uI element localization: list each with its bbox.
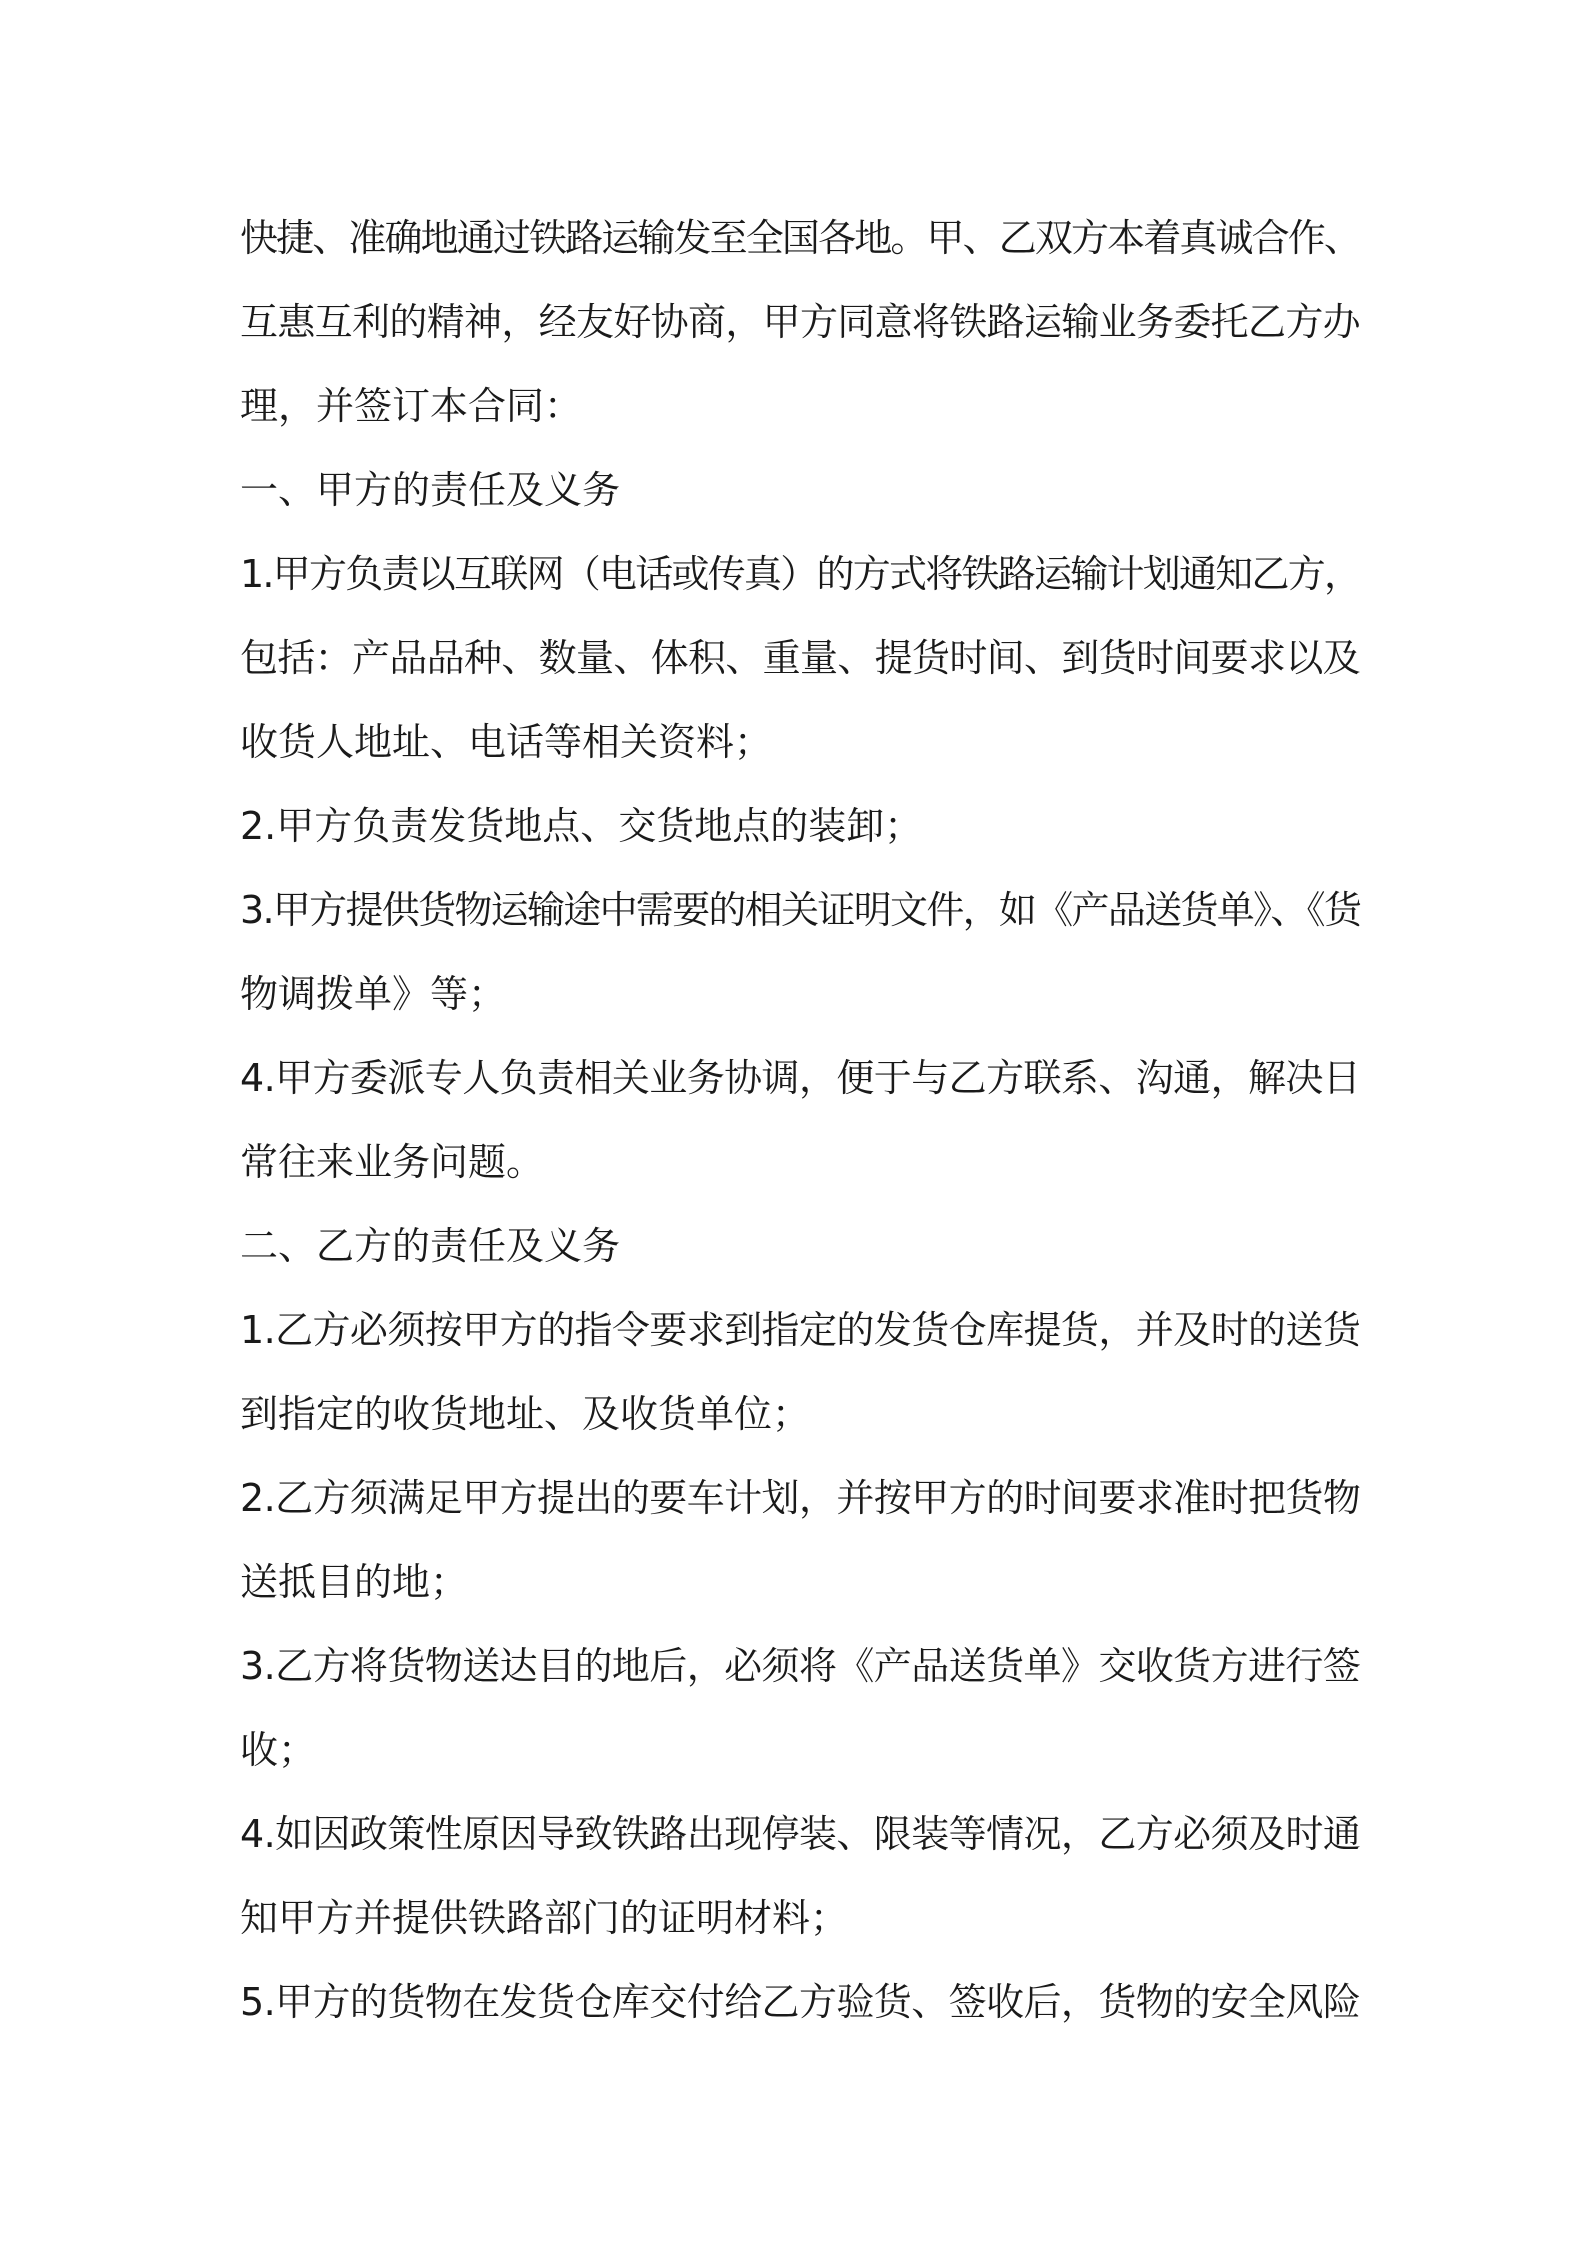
- text-line: 包括：产品品种、数量、体积、重量、提货时间、到货时间要求以及: [240, 636, 1361, 680]
- text-line: 知甲方并提供铁路部门的证明材料；: [240, 1896, 849, 1940]
- text-line: 到指定的收货地址、及收货单位；: [240, 1392, 811, 1436]
- text-line: 4.甲方委派专人负责相关业务协调，便于与乙方联系、沟通，解决日: [240, 1056, 1361, 1100]
- section-heading-party-b: 二、乙方的责任及义务: [240, 1224, 621, 1268]
- contract-body: [240, 196, 1360, 2044]
- text-line: 3.甲方提供货物运输途中需要的相关证明文件，如《产品送货单》、《货: [240, 888, 1361, 932]
- text-line: 互惠互利的精神，经友好协商，甲方同意将铁路运输业务委托乙方办: [240, 300, 1361, 344]
- text-line: 物调拨单》等；: [240, 972, 507, 1016]
- text-line: 快捷、准确地通过铁路运输发至全国各地。甲、乙双方本着真诚合作、: [240, 216, 1361, 260]
- text-line: 5.甲方的货物在发货仓库交付给乙方验货、签收后，货物的安全风险: [240, 1980, 1361, 2024]
- text-line: 送抵目的地；: [240, 1560, 469, 1604]
- text-line: 3.乙方将货物送达目的地后，必须将《产品送货单》交收货方进行签: [240, 1644, 1361, 1688]
- text-line: 1.甲方负责以互联网（电话或传真）的方式将铁路运输计划通知乙方，: [240, 552, 1361, 596]
- text-line: 收；: [240, 1728, 317, 1772]
- text-line: 4.如因政策性原因导致铁路出现停装、限装等情况，乙方必须及时通: [240, 1812, 1361, 1856]
- text-line: 常往来业务问题。: [240, 1140, 545, 1184]
- text-line: 1.乙方必须按甲方的指令要求到指定的发货仓库提货，并及时的送货: [240, 1308, 1361, 1352]
- text-line: 2.乙方须满足甲方提出的要车计划，并按甲方的时间要求准时把货物: [240, 1476, 1361, 1520]
- text-line: 理，并签订本合同：: [240, 384, 583, 428]
- section-heading-party-a: 一、甲方的责任及义务: [240, 468, 621, 512]
- text-line: 2.甲方负责发货地点、交货地点的装卸；: [240, 804, 923, 848]
- text-line: 收货人地址、电话等相关资料；: [240, 720, 773, 764]
